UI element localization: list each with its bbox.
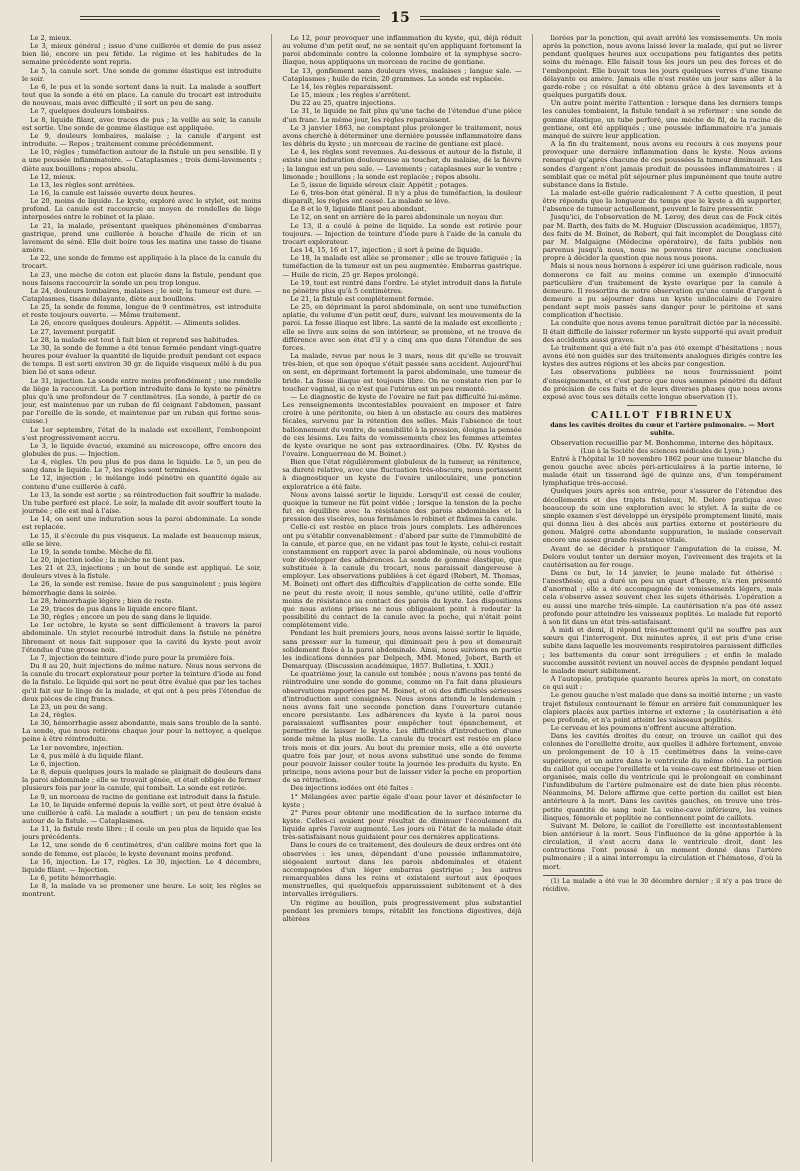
paragraph: La conduite que nous avons tenue paraîtrait dictée par la nécessité. Il était difficile de laisser refermer un kyste supporté qui avait produit des accidents aussi graves. <box>542 319 782 344</box>
paragraph: A la fin du traitement, nous avons eu recours à ces moyens pour provoquer une dernière inflammation dans le kyste. Nous avions remarqué qu'après chacune de ces poussées la tumeur diminuait. Les sondes d'argent n'ont jamais produit de poussées inflammatoires : il semblait que ce métal pût séjourner plus impunément que toute autre substance dans la fistule. <box>542 140 782 189</box>
paragraph: Bien que l'état régulièrement globuleux de la tumeur, sa rénitence, sa dureté relative, avec une fluctuation très-obscure, nous portassent à diagnostiquer un kyste de l'ovaire uniloculaire, une ponction exploratrice a été faite. <box>282 458 522 491</box>
paragraph: Le 28, hémorrhagie légère ; bien de reste. <box>30 596 174 605</box>
paragraph: Le 27, lavement purgatif. <box>30 327 116 336</box>
paragraph: Des injections iodées ont été faites : <box>290 784 413 793</box>
paragraph: Le 26, encore quelques douleurs. Appétit. — Aliments solides. <box>30 319 241 328</box>
paragraph: Le 8 et le 9, liquide filant peu abondant. <box>290 205 427 214</box>
paragraph: Le 6, très-bon état général. Il n'y a plus de tuméfaction, la douleur disparaît, les règles ont cessé. La malade se lève. <box>282 188 522 206</box>
paragraph: Le 12, on sent en arrière de la paroi abdominale un noyau dur. <box>290 213 504 222</box>
paragraph: Celle-ci est restée en place trois jours complets. Les adhérences ont pu s'établir convenablement : d'abord par suite de l'immobilité de la canule, et parce que, en ne vidant pas tout le kyste, celui-ci restait constamment en rapport avec la paroi abdominale, où nous voulions voir développer des adhérences. La sonde de gomme élastique, que substituée à la canule du trocart, nous paraissait dangereuse à employer. Les observations publiées à cet égard (Robert, M. Thomas, M. Boinet) ont offert des difficultés d'application de cette sonde. Elle ne peut du reste avoir, il nous semble, qu'une utilité, celle d'offrir moins de résistance au contact des parois du kyste. Les dispositions que nous avions prises ne nous obligeaient point à redouter la possibilité du contact de la canule avec la poche, qui n'était point complètement vide. <box>282 523 522 630</box>
paragraph: Suivant M. Delore, le caillot de l'oreillette est incontestablement bien antérieur à la mort. Sous l'influence de la gêne apportée à la circulation, il s'est accru dans le ventricule droit, dont les contractions l'ont poussé à un moment donné dans l'artère pulmonaire ; il a ainsi interrompu la circulation et l'hématose, d'où la mort. <box>542 821 782 871</box>
column-1 <box>22 34 261 1162</box>
paragraph: Le 9, un morceau de racine de gentiane est introduit dans la fistule. <box>30 792 261 801</box>
paragraph: Le 30, règles ; encore un peu de sang dans le liquide. <box>30 613 212 622</box>
paragraph: Le 5, issue de liquide séreux clair. Appétit ; potages. <box>290 180 469 189</box>
paragraph: Du 8 au 20, huit injections de même nature. Nous nous servons de la canule du trocart explorateur pour porter la teinture d'iode au fond de la fistule. Le liquide qui sort ne peut être évalué que par les taches qu'il fait sur le linge de la malade, et qui ont à peu près l'étendue de deux pièces de cinq francs. <box>22 662 262 703</box>
paragraph: liorées par la ponction, qui avait arrêté les vomissements. Un mois après la ponction, nous avons laissé lever la malade, qui put se livrer pendant quelques heures aux occupations peu fatigantes des petits soins du ménage. Elle faisait tous les jours un peu des forces et de l'embonpoint. Elle buvait tous les jours quelques verres d'une tisane délayante ou amère. Jamais elle n'est restée un jour sans aller à la garde-robe ; ce résultat a été obtenu grâce à des lavements et à quelques purgatifs doux. <box>542 34 782 100</box>
paragraph: Le 30, hémorrhagie assez abondante, mais sans trouble de la santé. La sonde, que nous retirons chaque jour pour la nettoyer, a quelque peine à être réintroduite. <box>22 719 262 744</box>
paragraph: Le genou gauche n'est malade que dans sa moitié interne ; un vaste trajet fistuleux contournant le fémur en arrière fait communiquer les clapiers placés aux parties interne et externe ; la cautérisation a été peu profonde, et n'a point atteint les vaisseaux poplités. <box>542 691 782 724</box>
paragraph: À midi et demi, il répond très-nettement qu'il ne souffre pas aux sœurs qui l'interrogent. Dix minutes après, il est pris d'une crise subite dans laquelle les mouvements respiratoires paraissent difficiles ; les battements du cœur sont irréguliers ; et enfin le malade succombe aussitôt revient un nouvel accès de dyspnée pendant lequel le malade meurt subitement. <box>542 626 782 675</box>
paragraph: Le 26, la sonde est remise. Issue de pus sanguinolent ; puis légère hémorrhagie dans la soirée. <box>22 580 262 597</box>
paragraph: Mais si nous nous bornons à espérer ici une guérison radicale, nous donnerons ce fait au moins comme un exemple d'innocuité particulière d'un traitement de kyste ovarique par la canule à demeure. Il ressortira de notre observation qu'une canule d'argent à demeure a pu séjourner dans un kyste uniloculaire de l'ovaire pendant sept mois passés sans danger pour le péritoine et sans complication d'hectisie. <box>542 262 782 320</box>
paragraph: Le quatrième jour, la canule est tombée ; nous n'avons pas tenté de réintroduire une sonde de gomme, comme on l'a fait dans plusieurs observations rapportées par M. Boinet, et où des difficultés sérieuses d'introduction sont consignées. Nous avons attendu le lendemain ; nous avons fait une seconde ponction dans l'ouverture cutanée encore persistante. Les adhérences du kyste à la paroi nous paraissaient suffisantes pour empêcher tout épanchement, et permettre de laisser le kyste. Les difficultés d'introduction d'une sonde même la plus molle. La canule du trocart est restée en place trois mois et dix jours. Au bout du premier mois, elle a été ouverte quatre fois par jour, et nous avons substitué une sonde de femme pour pouvoir laisser couler toute la journée les produits du kyste. En principe, nous avions pour but de laisser vider la poche en proportion de sa rétraction. <box>282 670 522 785</box>
paragraph: Le 15, mieux ; les règles s'arrêtent. <box>290 91 411 100</box>
paragraph: Le traitement qui a été fait n'a pas été exempt d'hésitations ; nous avons été non guidés sur des traitements analogues dirigés contre les kystes des autres régions et les abcès par congestion. <box>542 343 782 369</box>
paragraph: Jusqu'ici, de l'observation de M. Leroy, des deux cas de Fock cités par M. Barth, des faits de M. Huguier (Discussion académique, 1857), des faits de M. Boinet, de Robert, qui fait incomplet de Douglass cité par M. Malgaigne (Médecine opératoire), de faits publiés non parvenus jusqu'à nous, nous ne pouvons tirer aucune conclusion propre à décider la question que nous nous posons. <box>542 213 782 263</box>
paragraph: La malade, revue par nous le 3 mars, nous dit qu'elle se trouvait très-bien, et que son époque s'était passée sans accident. Aujourd'hui on sent, en déprimant fortement la paroi abdominale, une tumeur de bride. La fosse iliaque est toujours libre. On ne constate rien par le toucher vaginal, si ce n'est que l'utérus est un peu remonté. <box>282 352 522 393</box>
article-continuation <box>543 34 782 401</box>
paragraph: Entré à l'hôpital le 10 novembre 1862 pour une tumeur blanche du genou gauche avec abcès péri-articulaires à la partie interne, le malade était un tisserand âgé de quinze ans, d'un tempérament lymphatique très-accusé. <box>542 454 782 488</box>
paragraph: Le 28, la malade est tout à fait bien et reprend ses habitudes. <box>30 335 240 344</box>
paragraph: Le 21, la fistule est complétement fermée. <box>290 295 434 303</box>
paragraph: Le 8, la malade va se promener une heure. Le soir, les règles se montrent. <box>22 882 262 899</box>
column-2 <box>282 34 521 1162</box>
page-header <box>0 8 800 28</box>
paragraph: Pendant les huit premiers jours, nous avons laissé sortir le liquide, sans presser sur la tumeur, qui diminuait peu à peu et demeurait solidement fixée à la paroi abdominale. Ainsi, nous suivions en partie les indications données par Delpech, MM. Monod, Jobert, Barth et Demarquay. (Discussion académique, 1857. Bulletins, t. XXII.) <box>282 629 522 671</box>
paragraph: Le 9, douleurs lombaires, malaise ; la canule d'argent est introduite. — Repos ; traitement comme précédemment. <box>22 131 262 149</box>
paragraph: À l'autopsie, pratiquée quarante heures après la mort, on constate ce qui suit : <box>542 675 782 692</box>
paragraph: Le 11, la fistule reste libre ; il coule un peu plus de liquide que les jours précédents. <box>22 825 262 842</box>
paragraph: Le 2, mieux. <box>30 34 72 42</box>
paragraph: Nous avons laissé sortir le liquide. Lorsqu'il est cessé de couler, quoique la tumeur ne fût point vidée ; lorsque la tension de la poche fut en équilibre avec la résistance des parois abdominales et la pression des viscères, nous fermâmes le robinet et fixâmes la canule. <box>282 490 522 524</box>
paragraph: Le 31, injection. La sonde entre moins profondément ; une rondelle de liège la raccourcit. La portion introduite dans le kyste ne pénètre plus qu'à une profondeur de 7 centimètres. (La sonde, à partir de ce jour, est maintenue par un ruban de fil ceignant l'abdomen, passant par l'oreille de la sonde, et maintenue par un ruban qui forme sous-cuisse.) <box>22 376 262 426</box>
paragraph: Le 25, en déprimant la paroi abdominale, on sent une tuméfaction aplatie, du volume d'un petit œuf, dure, suivant les mouvements de la paroi. La fosse iliaque est libre. La santé de la malade est excellente ; elle se livre aux soins de son intérieur, se promène, et ne trouve de différence avec son état d'il y a cinq ans que dans l'étendue de ses forces. <box>282 303 522 352</box>
paragraph: Les 21 et 23, injections ; un bout de sonde est appliqué. Le soir, douleurs vives à la fistule. <box>22 564 262 581</box>
paragraph: Le 20, injection iodée ; la mèche ne tient pas. <box>30 556 185 564</box>
paragraph: Le 29, traces de pus dans le liquide encore filant. <box>30 604 198 613</box>
article-end-rule <box>627 405 697 406</box>
paragraph: Le 6, petite hémorrhagie. <box>30 874 117 883</box>
paragraph: Dans le cours de ce traitement, des douleurs de deux ordres ont été observées : les unes, dépendant d'une poussée inflammatoire, siégeaient surtout dans les parois abdominales et étaient accompagnées d'un léger embarras gastrique ; les autres remarquables dans les reins et existaient surtout aux époques menstruelles, qui quelquefois apparaissaient subitement et à des intervalles irréguliers. <box>282 841 522 899</box>
column-divider <box>532 34 533 1162</box>
paragraph: Le 19, tout est rentré dans l'ordre. Le stylet introduit dans la fistule ne pénètre plus qu'à 5 centimètres. <box>282 278 522 295</box>
paragraph: Le 12, pour provoquer une inflammation du kyste, qui, déjà réduit au volume d'un petit œuf, ne se sentait qu'en appliquant fortement la paroi abdominale contre la colonne lombaire et la symphyse sacro-iliaque, nous appliquons un morceau de racine de gentiane. <box>282 34 522 67</box>
paragraph: Le 7, injection de teinture d'iode pure pour la première fois. <box>30 653 235 662</box>
paragraph: Un autre point mérite l'attention : lorsque dans les derniers temps les canules tombaient, la fistule tendait à se refermer : une sonde de gomme élastique, un tube perforé, une mèche de fil, de la racine de gentiane, ont été appliqués ; une poussée inflammatoire n'a jamais manqué de suivre leur application. <box>542 99 782 140</box>
paragraph: — Le diagnostic de kyste de l'ovaire ne fait pas difficulté lui-même. Les renseignements incontestables pouvaient en imposer et faire croire à une péritonite, ou bien à un obstacle au cours des matières fécales, survenu par la rétention des selles. Mais l'absence de tout ballonnement du ventre, de sensibilité à la pression, éloigna la pensée de ces lésions. Les faits de vomissements chez les femmes atteintes de kyste ovarique ne sont pas extraordinaires. (Obs. IV. Kystes de l'ovaire. Longuerreau de M. Boinet.) <box>282 392 522 458</box>
read-at-line: (Lue à la Société des sciences médicales de Lyon.) <box>580 446 745 455</box>
paragraph: Le 18, la malade est allée se promener ; elle se trouve fatiguée ; la tuméfaction de la tumeur est un peu augmentée. Embarras gastrique. — Huile de ricin, 25 gr. Repos prolongé. <box>282 254 522 279</box>
observer-line: Observation recueillie par M. Bonhomme, interne des hôpitaux. <box>550 438 774 447</box>
new-article-body <box>543 455 782 871</box>
paragraph: Le 12, injection ; le mélange iodé pénètre en quantité égale au contenu d'une cuillerée à café. <box>22 474 262 491</box>
paragraph: Le 31, le liquide ne fait plus qu'une tache de l'étendue d'une pièce d'un franc. Le même jour, les règles reparaissent. <box>282 107 522 124</box>
paragraph: Avant de se décider à pratiquer l'amputation de la cuisse, M. Delore voulut tenter un dernier moyen, l'avivement des trajets et la cautérisation au fer rouge. <box>542 544 782 569</box>
paragraph: Le 25, la sonde de femme, longue de 9 centimètres, est introduite et reste toujours ouverte. — Même traitement. <box>22 303 262 320</box>
paragraph: Le 10, régles ; tuméfaction autour de la fistule un peu sensible. Il y a une poussée inflammatoire. — Cataplasmes ; trois demi-lavements ; diète aux bouillons ; repos absolu. <box>22 148 262 173</box>
columns <box>22 34 782 1162</box>
header-rule-left <box>80 16 380 20</box>
footnote-rule <box>543 875 603 876</box>
paragraph: Le 13, la sonde est sortie ; sa réintroduction fait souffrir la malade. Un tube perforé est placé. Le soir, la malade dit avoir souffert toute la journée ; elle est mal à l'aise. <box>22 490 262 516</box>
paragraph: Le 7, quelques douleurs lombaires. <box>30 107 150 116</box>
paragraph: Le 16, la canule est laissée ouverte deux heures. <box>30 188 196 197</box>
paragraph: Les observations publiées ne nous fournissaient point d'enseignements, et c'est parce que nous sommes pénétré du défaut de précision de ces faits et de leurs diverses phases que nous avons exposé avec tous ses détails cette longue observation (1). <box>542 368 782 401</box>
paragraph: Le 8, depuis quelques jours la malade se plaignait de douleurs dans la paroi abdominale ; elle se trouvait gênée, et était obligée de fermer plusieurs fois par jour la canule, qui tombait. La sonde est retirée. <box>22 768 262 793</box>
paragraph: Le 1er septembre, l'état de la malade est excellent, l'embonpoint s'est progressivement accru. <box>22 425 262 442</box>
paragraph: Le 13, les règles sont arrêtées. <box>30 180 136 189</box>
header-rule-right <box>420 16 720 20</box>
paragraph: Le 8, liquide filant, avec traces de pus ; la veille au soir, la canule est sortie. Une sonde de gomme élastique est appliquée. <box>22 115 262 132</box>
paragraph: Le 16, injection. Le 17, règles. Le 30, injection. Le 4 décembre, liquide filant. — Injection. <box>22 857 262 874</box>
paragraph: Le cerveau et les poumons n'offrent aucune altération. <box>550 723 737 732</box>
paragraph: Le 14, les règles reparaissent. <box>290 82 394 91</box>
paragraph: Le 20, moins de liquide. Le kyste, exploré avec le stylet, est moins profond. La canule est raccourcie au moyen de rondelles de liège interposées entre le robinet et la plaie. <box>22 197 262 222</box>
section-subtitle: dans les cavités droites du cœur et l'artère pulmonaire. — Mort subite. <box>550 422 775 438</box>
paragraph: Le 4, pus mêlé à du liquide filant. <box>30 751 144 760</box>
paragraph: Le 14, on sent une induration sous la paroi abdominale. La sonde est replacée. <box>22 515 262 532</box>
column-3 <box>543 34 782 1162</box>
paragraph: Le 4, règles. Un peu plus de pus dans le liquide. Le 5, un peu de sang dans le liquide. Le 7, les règles sont terminées. <box>22 458 262 475</box>
paragraph: Du 22 au 25, quatre injections. <box>290 99 396 108</box>
paragraph: Un régime au bouillon, puis progressivement plus substantiel pendant les premiers temps, rétablit les fonctions digestives, déjà altérées <box>282 898 522 923</box>
paragraph: Les 14, 15, 16 et 17, injection ; il sort à peine de liquide. <box>290 246 483 255</box>
paragraph: La malade est-elle guérie radicalement ? A cette question, il peut être répondu que la longueur du temps que le kyste a dû supporter, l'absence de tumeur actuellement, peuvent le faire pressentir. <box>542 188 782 214</box>
paragraph: Le 30, la sonde de femme a été tenue fermée pendant vingt-quatre heures pour évaluer la quantité de liquide produit pendant cet espace de temps. Il est sorti environ 30 gr. de liquide visqueux mêlé à du pus bien lié et sans odeur. <box>22 343 262 377</box>
paragraph: Le 13, il a coulé à peine de liquide. La sonde est retirée pour toujours. — Injection de teinture d'iode pure à l'aide de la canule du trocart explorateur. <box>282 221 522 246</box>
paragraph: Le 13, gonflement sans douleurs vives, malaises ; langue sale. — Cataplasmes ; huile de ricin, 20 grammes. La sonde est replacée. <box>282 66 522 83</box>
paragraph: Le 1er novembre, injection. <box>30 743 124 752</box>
paragraph: Le 10, le liquide enfermé depuis la veille sort, et peut être évalué à une cuillerée à café. La malade a souffert ; un peu de tension existe autour de la fistule. — Cataplasmes. <box>22 800 262 825</box>
footnote: (1) La malade a été vue le 30 décembre dernier ; il n'y a pas trace de récidive. <box>542 877 782 893</box>
paragraph: Le 24, règles. <box>30 710 77 719</box>
paragraph: Le 5, la canule sort. Une sonde de gomme élastique est introduite le soir. <box>22 66 262 83</box>
paragraph: Le 1er octobre, le kyste se sent difficilement à travers la paroi abdominale. Un stylet recourbé introduit dans la fistule ne pénètre librement et nous fait supposer que la cavité du kyste peut avoir l'étendue d'une grosse noix. <box>22 621 262 654</box>
paragraph: 2° Pures pour obtenir une modification de la surface interne du kyste. Celles-ci avaient pour résultat de diminuer l'écoulement du liquide après l'avoir augmenté. Les jours où l'état de la malade était très-satisfaisant nous guidaient pour ces dernières applications. <box>282 808 522 842</box>
paragraph: Le 24, douleurs lombaires, malaises ; le soir, la tumeur est dure. — Cataplasmes, tisane délayante, diète aux bouillons. <box>22 286 262 303</box>
paragraph: Dans les cavités droites du cœur, on trouve un caillot qui des colonnes de l'oreillette droite, aux quelles il adhère fortement, envoie un prolongement de 10 à 15 centimètres dans la veine-cave supérieure, et un autre dans le ventricule du même côté. La portion du caillot qui occupe l'oreillette et la veine-cave est fibrineuse et bien organisée, mais celle du ventricule qui le prolongeait en combinant l'infundibulum de l'artère pulmonaire est de date bien plus récente. Néanmoins, M. Delore affirme que cette portion du caillot est bien antérieure à la mort. Dans les cavités gauches, on trouve une très-petite quantité de sang noir. La veine-cave inférieure, les veines iliaques, fémorale et poplitée ne contiennent point de caillots. <box>542 732 782 822</box>
paragraph: Le 12, mieux. <box>30 172 76 181</box>
paragraph: Le 23, une mèche de coton est placée dans la fistule, pendant que nous faisons raccourcir la sonde un peu trop longue. <box>22 270 262 287</box>
paragraph: Le 3, le liquide évacué, examiné au microscope, offre encore des globules de pus. — Injection. <box>22 441 262 458</box>
paragraph: Dans ce but, le 14 janvier, le jeune malade fut éthérisé : l'anesthésie, qui a duré un peu un quart d'heure, n'a rien présenté d'anormal ; elle a été accompagnée de vomissements légers, mais cela s'observe assez souvent chez les sujets éthérisés. L'opération a eu aussi une marche très-simple. La cautérisation n'a pas été assez profonde pour atteindre les vaisseaux poplités. Le malade fut reporté à son lit dans un état très-satisfaisant. <box>542 569 782 626</box>
paragraph: Quelques jours après son entrée, pour s'assurer de l'étendue des décollements et des trajets fistuleux, M. Delore pratiqua avec beaucoup de soin une exploration avec le stylet. À la suite de ce simple examen s'est développé un érysipèle promptement limité, mais qui donna lieu à des abcès aux parties externe et postérieure du genou. Malgré cette abondante suppuration, le malade conservait encore une assez grande résistance vitale. <box>542 487 782 545</box>
paragraph: Le 22, une sonde de femme est appliquée à la place de la canule du trocart. <box>22 254 262 271</box>
paragraph: Le 23, un peu de sang. <box>30 702 108 711</box>
paragraph: Le 15, il s'écoule du pus visqueux. La malade est beaucoup mieux, elle se lève. <box>22 531 262 548</box>
paragraph: Le 3 janvier 1863, ne comptant plus prolonger le traitement, nous avons cherché à déterminer une dernière poussée inflammatoire dans les débris du kyste ; un morceau de racine de gentiane est placé. <box>282 123 522 149</box>
page-number: 15 <box>390 10 410 26</box>
paragraph: Le 6, le pus et la sonde sortent dans la nuit. La malade a souffert tout que la sonde a été en place. La canule du trocart est introduite de nouveau, mais avec difficulté ; il sort un peu de sang. <box>22 82 262 108</box>
paragraph: Le 21, la malade, présentant quelques phénomènes d'embarras gastrique, prend une cuillerée à bouche d'huile de ricin et un lavement de séné. Elle doit boire tous les matins une tasse de tisane amère. <box>22 221 262 255</box>
paragraph: 1° Mélangées avec partie égale d'eau pour laver et désinfecter le kyste ; <box>282 792 522 809</box>
paragraph: Le 6, injection. <box>30 759 81 768</box>
paragraph: Le 19, la sonde tombe. Mèche de fil. <box>30 547 154 556</box>
section-title: CAILLOT FIBRINEUX <box>591 411 734 422</box>
paragraph: Le 4, les règles sont revenues. Au-dessous et autour de la fistule, il existe une induration douloureuse au toucher, du malaise, de la fièvre ; la langue est un peu sale. — Lavements ; cataplasmes sur le ventre ; limonade ; bouillons ; la sonde est replacée ; repos absolu. <box>282 148 522 181</box>
paragraph: Le 12, une sonde de 6 centimètres, d'un calibre moins fort que la sonde de femme, est placée, le kyste devenant moins profond. <box>22 841 262 858</box>
column-divider <box>271 34 272 1162</box>
paragraph: Le 3, mieux général ; issue d'une cuillerée et demie de pus assez bien lié, encore un peu fétide. Le régime et les habitudes de la semaine précédente sont repris. <box>22 42 262 67</box>
